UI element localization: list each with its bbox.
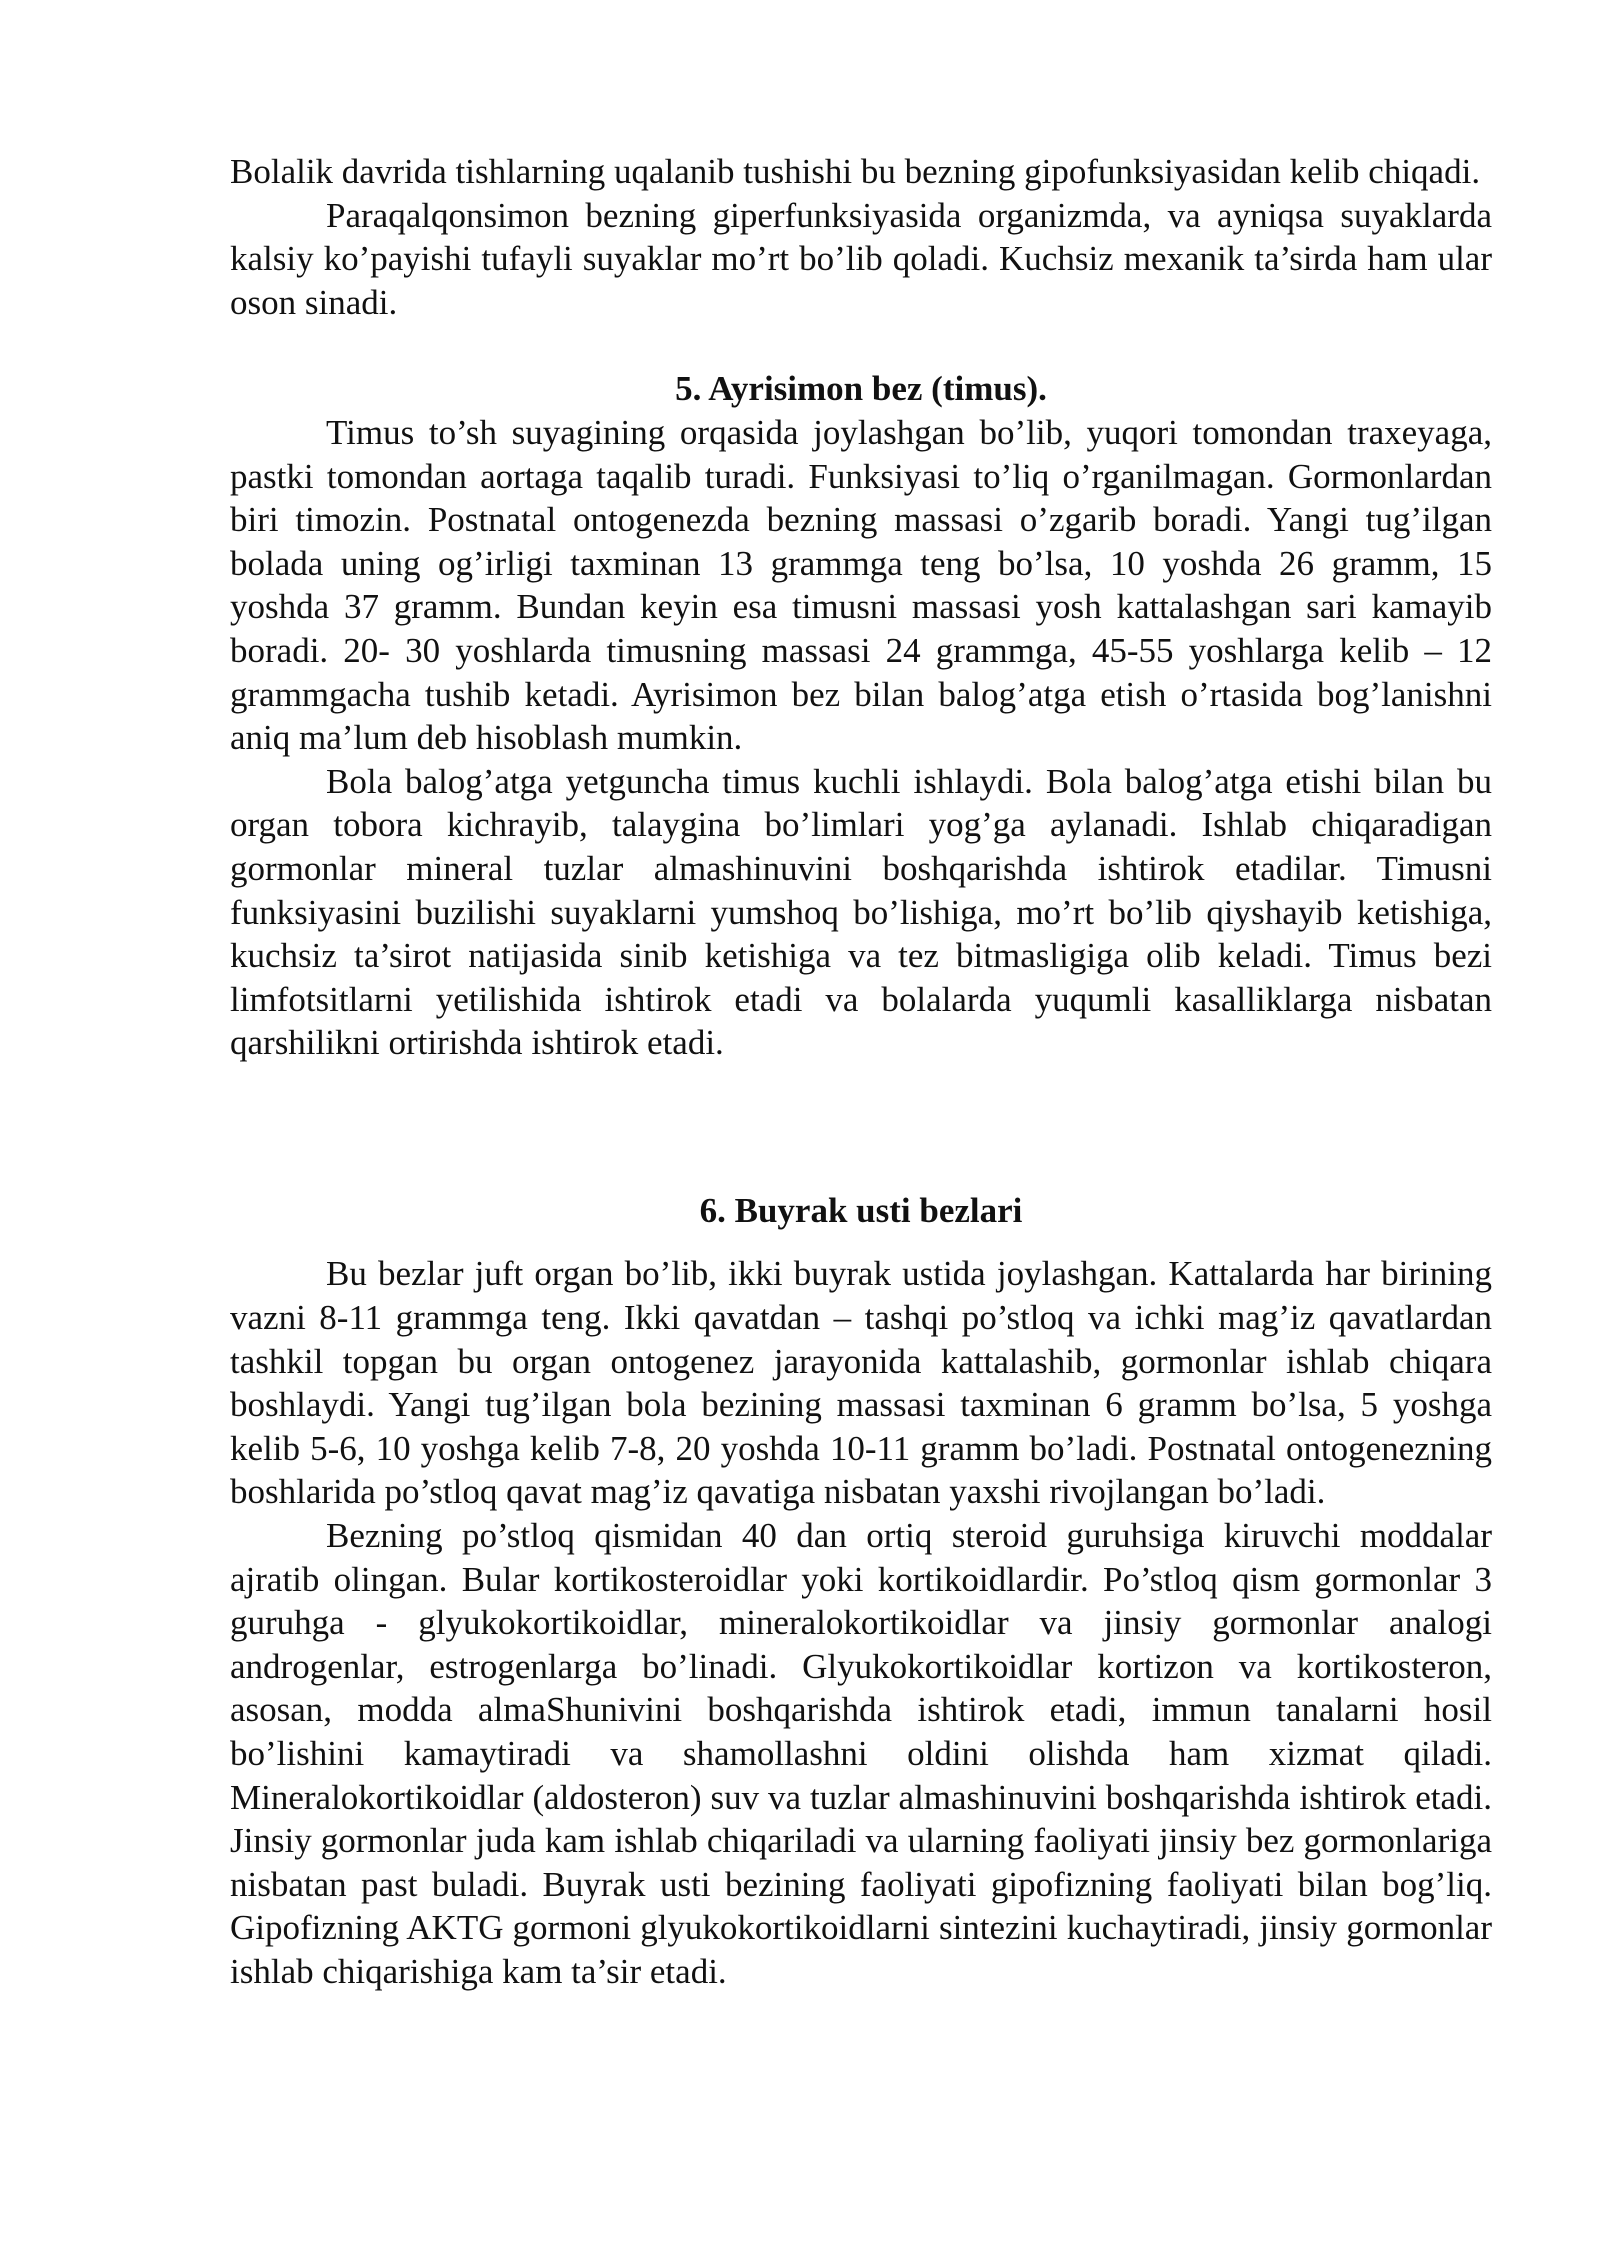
section-5-paragraph-1: Timus to’sh suyagining orqasida joylashgan bo’lib, yuqori tomondan traxeyaga, pastki tomondan aortaga taqalib turadi. Funksiyasi to’liq o’rganilmagan. Gormonlardan biri timozin. Postnatal ontogenezda bezning massasi o’zgarib boradi. Yangi tug’ilgan bolada uning og’irligi taxminan 13 grammga teng bo’lsa, 10 yoshda 26 gramm, 15 yoshda 37 gramm. Bundan keyin esa timusni massasi yosh kattalashgan sari kamayib boradi. 20- 30 yoshlarda timusning massasi 24 grammga, 45-55 yoshlarga kelib – 12 grammgacha tushib ketadi. Ayrisimon bez bilan balog’atga etish o’rtasida bog’lanishni aniq ma’lum deb hisoblash mumkin.: [230, 412, 1492, 758]
section-6-paragraph-1: Bu bezlar juft organ bo’lib, ikki buyrak ustida joylashgan. Kattalarda har birining vazni 8-11 grammga teng. Ikki qavatdan – tashqi po’stloq va ichki mag’iz qavatlardan tashkil topgan bu organ ontogenez jarayonida kattalashib, gormonlar ishlab chiqara boshlaydi. Yangi tug’ilgan bola bezining massasi taxminan 6 gramm bo’lsa, 5 yoshga kelib 5-6, 10 yoshga kelib 7-8, 20 yoshda 10-11 gramm bo’ladi. Postnatal ontogenezning boshlarida po’stloq qavat mag’iz qavatiga nisbatan yaxshi rivojlangan bo’ladi.: [230, 1254, 1492, 1512]
section-6-paragraph-2: Bezning po’stloq qismidan 40 dan ortiq steroid guruhsiga kiruvchi moddalar ajratib olingan. Bular kortikosteroidlar yoki kortikoidlardir. Po’stloq qism gormonlar 3 guruhga - glyukokortikoidlar, mineralokortikoidlar va jinsiy gormonlar analogi androgenlar, estrogenlarga bo’linadi. Glyukokortikoidlar kortizon va kortikosteron, asosan, modda almaShunivini boshqarishda ishtirok etadi, immun tanalarni hosil bo’lishini kamaytiradi va shamollashni oldini olishda ham xizmat qiladi. Mineralokortikoidlar (aldosteron) suv va tuzlar almashinuvini boshqarishda ishtirok etadi. Jinsiy gormonlar juda kam ishlab chiqariladi va ularning faoliyati jinsiy bez gormonlariga nisbatan past buladi. Buyrak usti bezining faoliyati gipofizning faoliyati bilan bog’liq. Gipofizning AKTG gormoni glyukokortikoidlarni sintezini kuchaytiradi, jinsiy gormonlar ishlab chiqarishiga kam ta’sir etadi.: [230, 1516, 1492, 1991]
intro-paragraph-1: Bolalik davrida tishlarning uqalanib tushishi bu bezning gipofunksiyasidan kelib chiqadi.: [230, 152, 1481, 191]
section-5-heading: 5. Ayrisimon bez (timus).: [675, 369, 1047, 409]
section-5-paragraph-2: Bola balog’atga yetguncha timus kuchli ishlaydi. Bola balog’atga etishi bilan bu organ tobora kichrayib, talaygina bo’limlari yog’ga aylanadi. Ishlab chiqaradigan gormonlar mineral tuzlar almashinuvini boshqarishda ishtirok etadilar. Timusni funksiyasini buzilishi suyaklarni yumshoq bo’lishiga, mo’rt bo’lib qiyshayib ketishiga, kuchsiz ta’sirot natijasida sinib ketishiga va tez bitmasligiga olib keladi. Timus bezi limfotsitlarni yetilishida ishtirok etadi va bolalarda yuqumli kasalliklarga nisbatan qarshilikni ortirishda ishtirok etadi.: [230, 761, 1492, 1063]
document-page: [230, 150, 1492, 1994]
section-6-heading: 6. Buyrak usti bezlari: [699, 1190, 1023, 1230]
intro-paragraph-2: Paraqalqonsimon bezning giperfunksiyasida organizmda, va ayniqsa suyaklarda kalsiy ko’payishi tufayli suyaklar mo’rt bo’lib qoladi. Kuchsiz mexanik ta’sirda ham ular oson sinadi.: [230, 195, 1492, 322]
